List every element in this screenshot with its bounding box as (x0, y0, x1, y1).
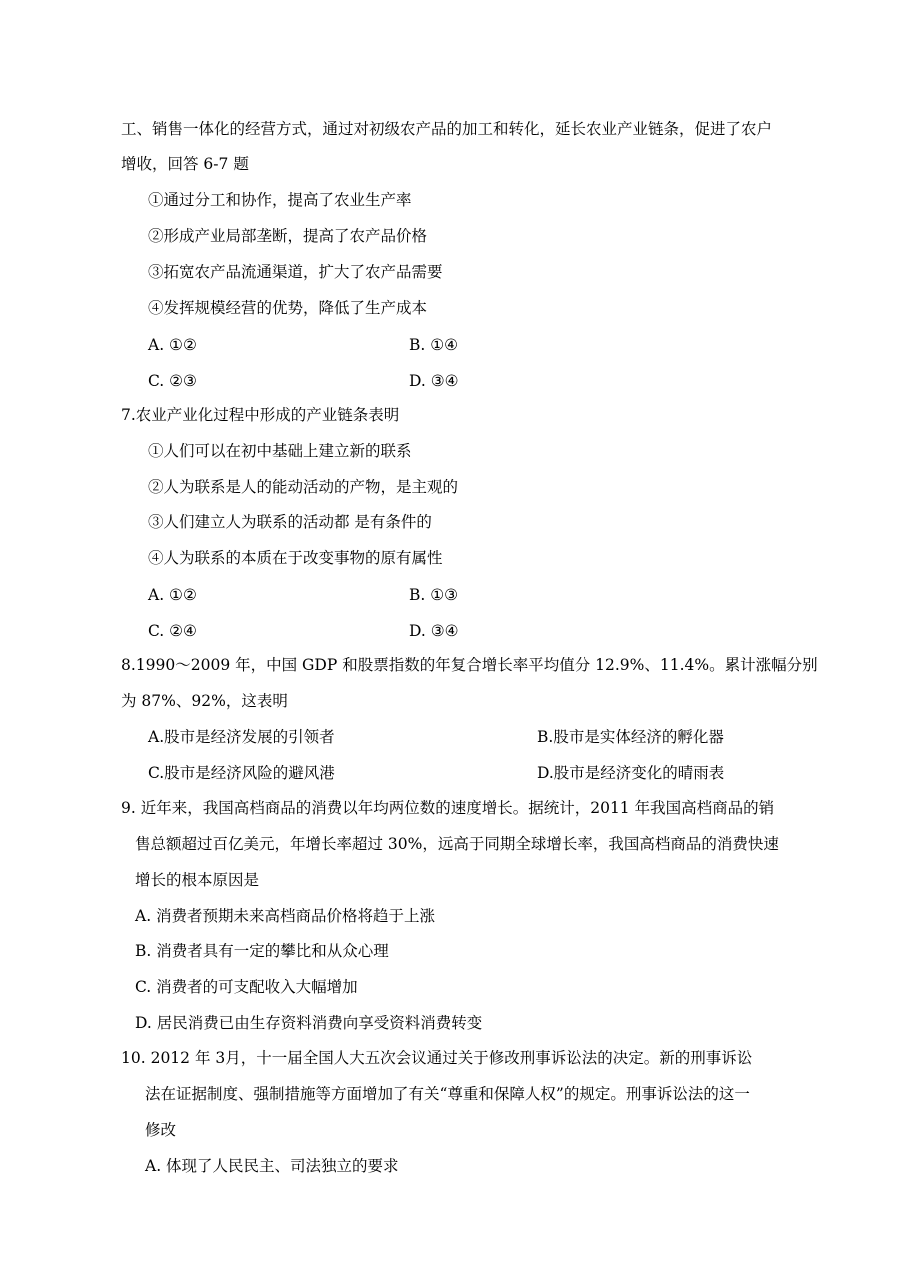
q6-item-4: ④发挥规模经营的优势，降低了生产成本 (148, 299, 428, 317)
q6-item-1: ①通过分工和协作，提高了农业生产率 (148, 191, 412, 209)
q7-item-1: ①人们可以在初中基础上建立新的联系 (148, 442, 412, 460)
q7-item-4: ④人为联系的本质在于改变事物的原有属性 (148, 549, 443, 567)
q8-option-c: C.股市是经济风险的避风港 (148, 764, 335, 782)
q7-option-c: C. ②④ (148, 622, 197, 640)
q8-line-1: 8.1990～2009 年，中国 GDP 和股票指数的年复合增长率平均值分 12.9%、11.4%。累计涨幅分别 (121, 656, 818, 674)
intro-line-1: 工、销售一体化的经营方式，通过对初级农产品的加工和转化，延长农业产业链条，促进了农户 (121, 120, 773, 138)
q7-option-a: A. ①② (148, 586, 197, 604)
q9-line-3: 增长的根本原因是 (135, 871, 260, 889)
q6-option-a: A. ①② (148, 336, 197, 354)
q8-option-a: A.股市是经济发展的引领者 (148, 728, 335, 746)
q9-option-c: C. 消费者的可支配收入大幅增加 (135, 978, 358, 996)
intro-line-2: 增收，回答 6-7 题 (121, 155, 249, 173)
q7-stem: 7.农业产业化过程中形成的产业链条表明 (121, 406, 400, 424)
q9-line-2: 售总额超过百亿美元，年增长率超过 30%，远高于同期全球增长率，我国高档商品的消费快速 (135, 835, 779, 853)
q6-item-2: ②形成产业局部垄断，提高了农产品价格 (148, 227, 428, 245)
q6-option-c: C. ②③ (148, 372, 197, 390)
q10-option-a: A. 体现了人民民主、司法独立的要求 (145, 1157, 399, 1175)
q9-option-b: B. 消费者具有一定的攀比和从众心理 (135, 942, 389, 960)
q6-option-d: D. ③④ (409, 372, 459, 390)
q7-option-b: B. ①③ (409, 586, 459, 604)
q7-item-3: ③人们建立人为联系的活动都 是有条件的 (148, 513, 432, 531)
q9-option-a: A. 消费者预期未来高档商品价格将趋于上涨 (135, 907, 436, 925)
q8-line-2: 为 87%、92%，这表明 (121, 692, 288, 710)
q7-item-2: ②人为联系是人的能动活动的产物，是主观的 (148, 478, 459, 496)
q7-option-d: D. ③④ (409, 622, 459, 640)
q9-line-1: 9. 近年来，我国高档商品的消费以年均两位数的速度增长。据统计，2011 年我国高档商品的销 (121, 799, 775, 817)
q10-line-1: 10. 2012 年 3月，十一届全国人大五次会议通过关于修改刑事诉讼法的决定。新的刑事诉讼 (121, 1049, 753, 1067)
q6-option-b: B. ①④ (409, 336, 459, 354)
q8-option-d: D.股市是经济变化的晴雨表 (537, 764, 725, 782)
q10-line-3: 修改 (145, 1121, 177, 1139)
q9-option-d: D. 居民消费已由生存资料消费向享受资料消费转变 (135, 1014, 483, 1032)
q8-option-b: B.股市是实体经济的孵化器 (537, 728, 724, 746)
q10-line-2: 法在证据制度、强制措施等方面增加了有关“尊重和保障人权”的规定。刑事诉讼法的这一 (145, 1085, 750, 1103)
q6-item-3: ③拓宽农产品流通渠道，扩大了农产品需要 (148, 263, 443, 281)
